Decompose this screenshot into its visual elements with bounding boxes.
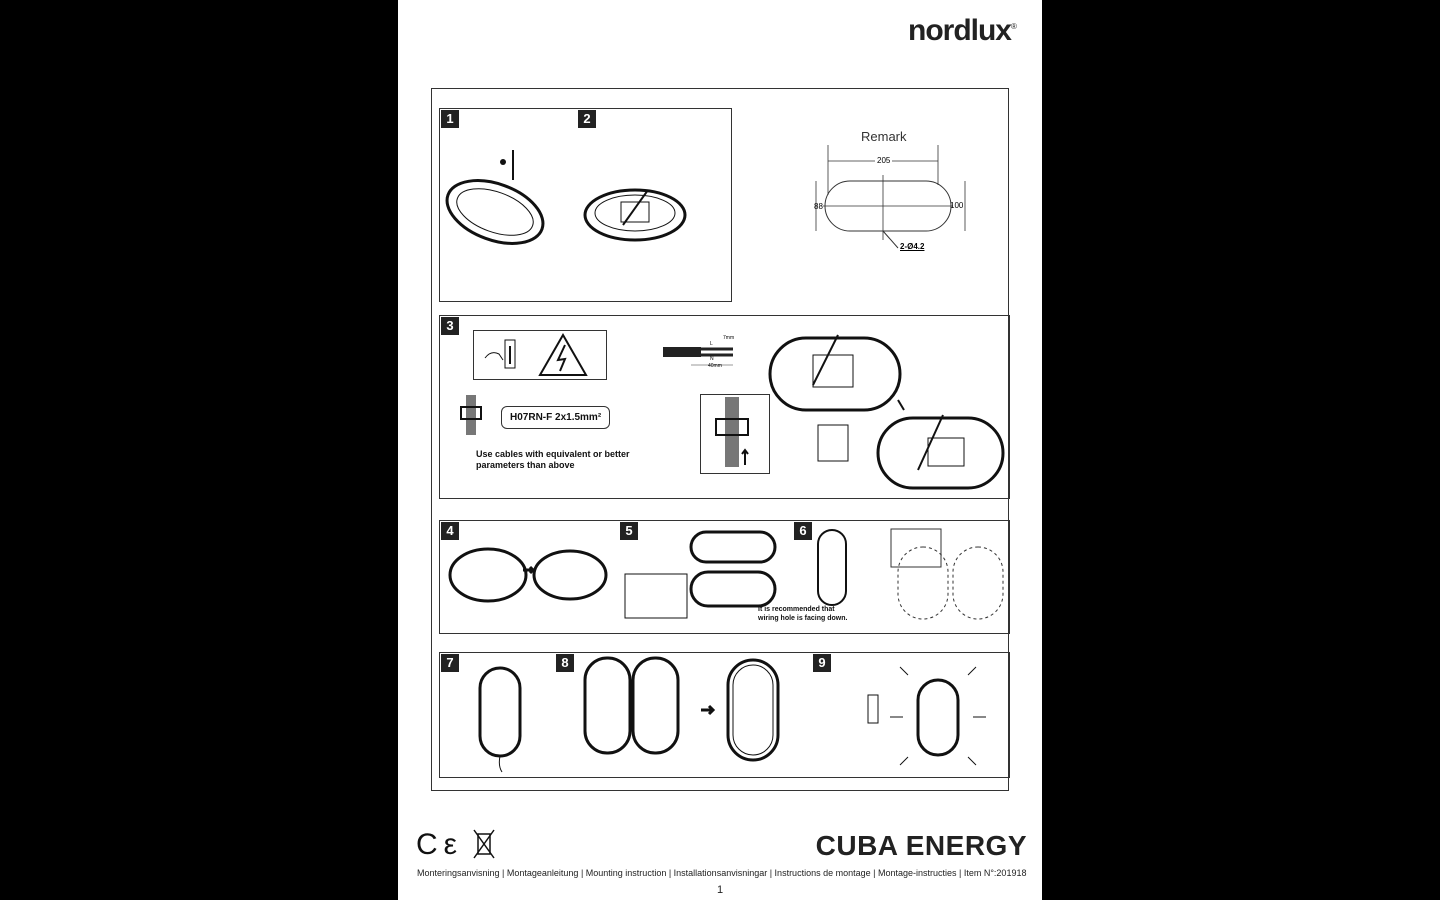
document-page bbox=[398, 0, 1042, 900]
remark-outer-height: 100 bbox=[950, 201, 964, 210]
step-1-illustration bbox=[443, 150, 553, 250]
wiring-hole-note-line-1: It is recommended that bbox=[758, 606, 835, 613]
switch-off-icon bbox=[483, 338, 523, 372]
live-label: L bbox=[710, 341, 713, 347]
step-7-badge: 7 bbox=[441, 654, 459, 672]
step-3-badge: 3 bbox=[441, 317, 459, 335]
step-1-badge: 1 bbox=[441, 110, 459, 128]
cable-spec-callout: H07RN-F 2x1.5mm² bbox=[501, 406, 610, 429]
step-5-badge: 5 bbox=[620, 522, 638, 540]
cable-gland-icon bbox=[460, 395, 482, 435]
step-6-badge: 6 bbox=[794, 522, 812, 540]
neutral-label: N bbox=[710, 356, 714, 362]
step-4-illustration bbox=[448, 540, 613, 610]
step-3-wiring-illustration bbox=[768, 330, 1008, 495]
step-9-illustration bbox=[848, 665, 988, 770]
strip-length-label: 7mm bbox=[723, 335, 735, 341]
page-number: 1 bbox=[716, 884, 724, 896]
step-9-badge: 9 bbox=[813, 654, 831, 672]
ce-mark-icon: C ε bbox=[416, 828, 458, 861]
remark-dimension-drawing bbox=[813, 145, 973, 255]
ce-mark bbox=[416, 828, 457, 862]
weee-bin-icon bbox=[472, 828, 496, 860]
step-6-illustration bbox=[813, 525, 1008, 620]
remark-holes: 2-Ø4.2 bbox=[900, 242, 925, 251]
step-2-badge: 2 bbox=[578, 110, 596, 128]
wiring-hole-note-line-2: wiring hole is facing down. bbox=[758, 615, 848, 622]
strip-total-label: 40mm bbox=[708, 363, 722, 369]
footer-languages: Monteringsanvisning | Montageanleitung | Mounting instruction | Installationsanvisningar | Instructions de montage | Montage-instructies | Item N°:201918 bbox=[417, 868, 1027, 878]
gland-detail-illustration bbox=[713, 397, 753, 469]
electric-hazard-icon bbox=[538, 333, 588, 377]
step-8-badge: 8 bbox=[556, 654, 574, 672]
step-8-illustration bbox=[583, 655, 783, 770]
nordlux-logo bbox=[908, 14, 1016, 48]
cable-note-line-2: parameters than above bbox=[476, 460, 575, 470]
cable-note-line-1: Use cables with equivalent or better bbox=[476, 449, 630, 459]
remark-width: 205 bbox=[877, 156, 891, 165]
logo-text: nordlux bbox=[908, 14, 1011, 47]
remark-title: Remark bbox=[861, 129, 907, 144]
remark-inner-height: 88 bbox=[814, 202, 823, 211]
step-7-illustration bbox=[473, 665, 533, 775]
registered-mark: ® bbox=[1011, 22, 1016, 31]
step-4-badge: 4 bbox=[441, 522, 459, 540]
step-2-illustration bbox=[583, 180, 693, 250]
product-title: CUBA ENERGY bbox=[815, 830, 1027, 861]
